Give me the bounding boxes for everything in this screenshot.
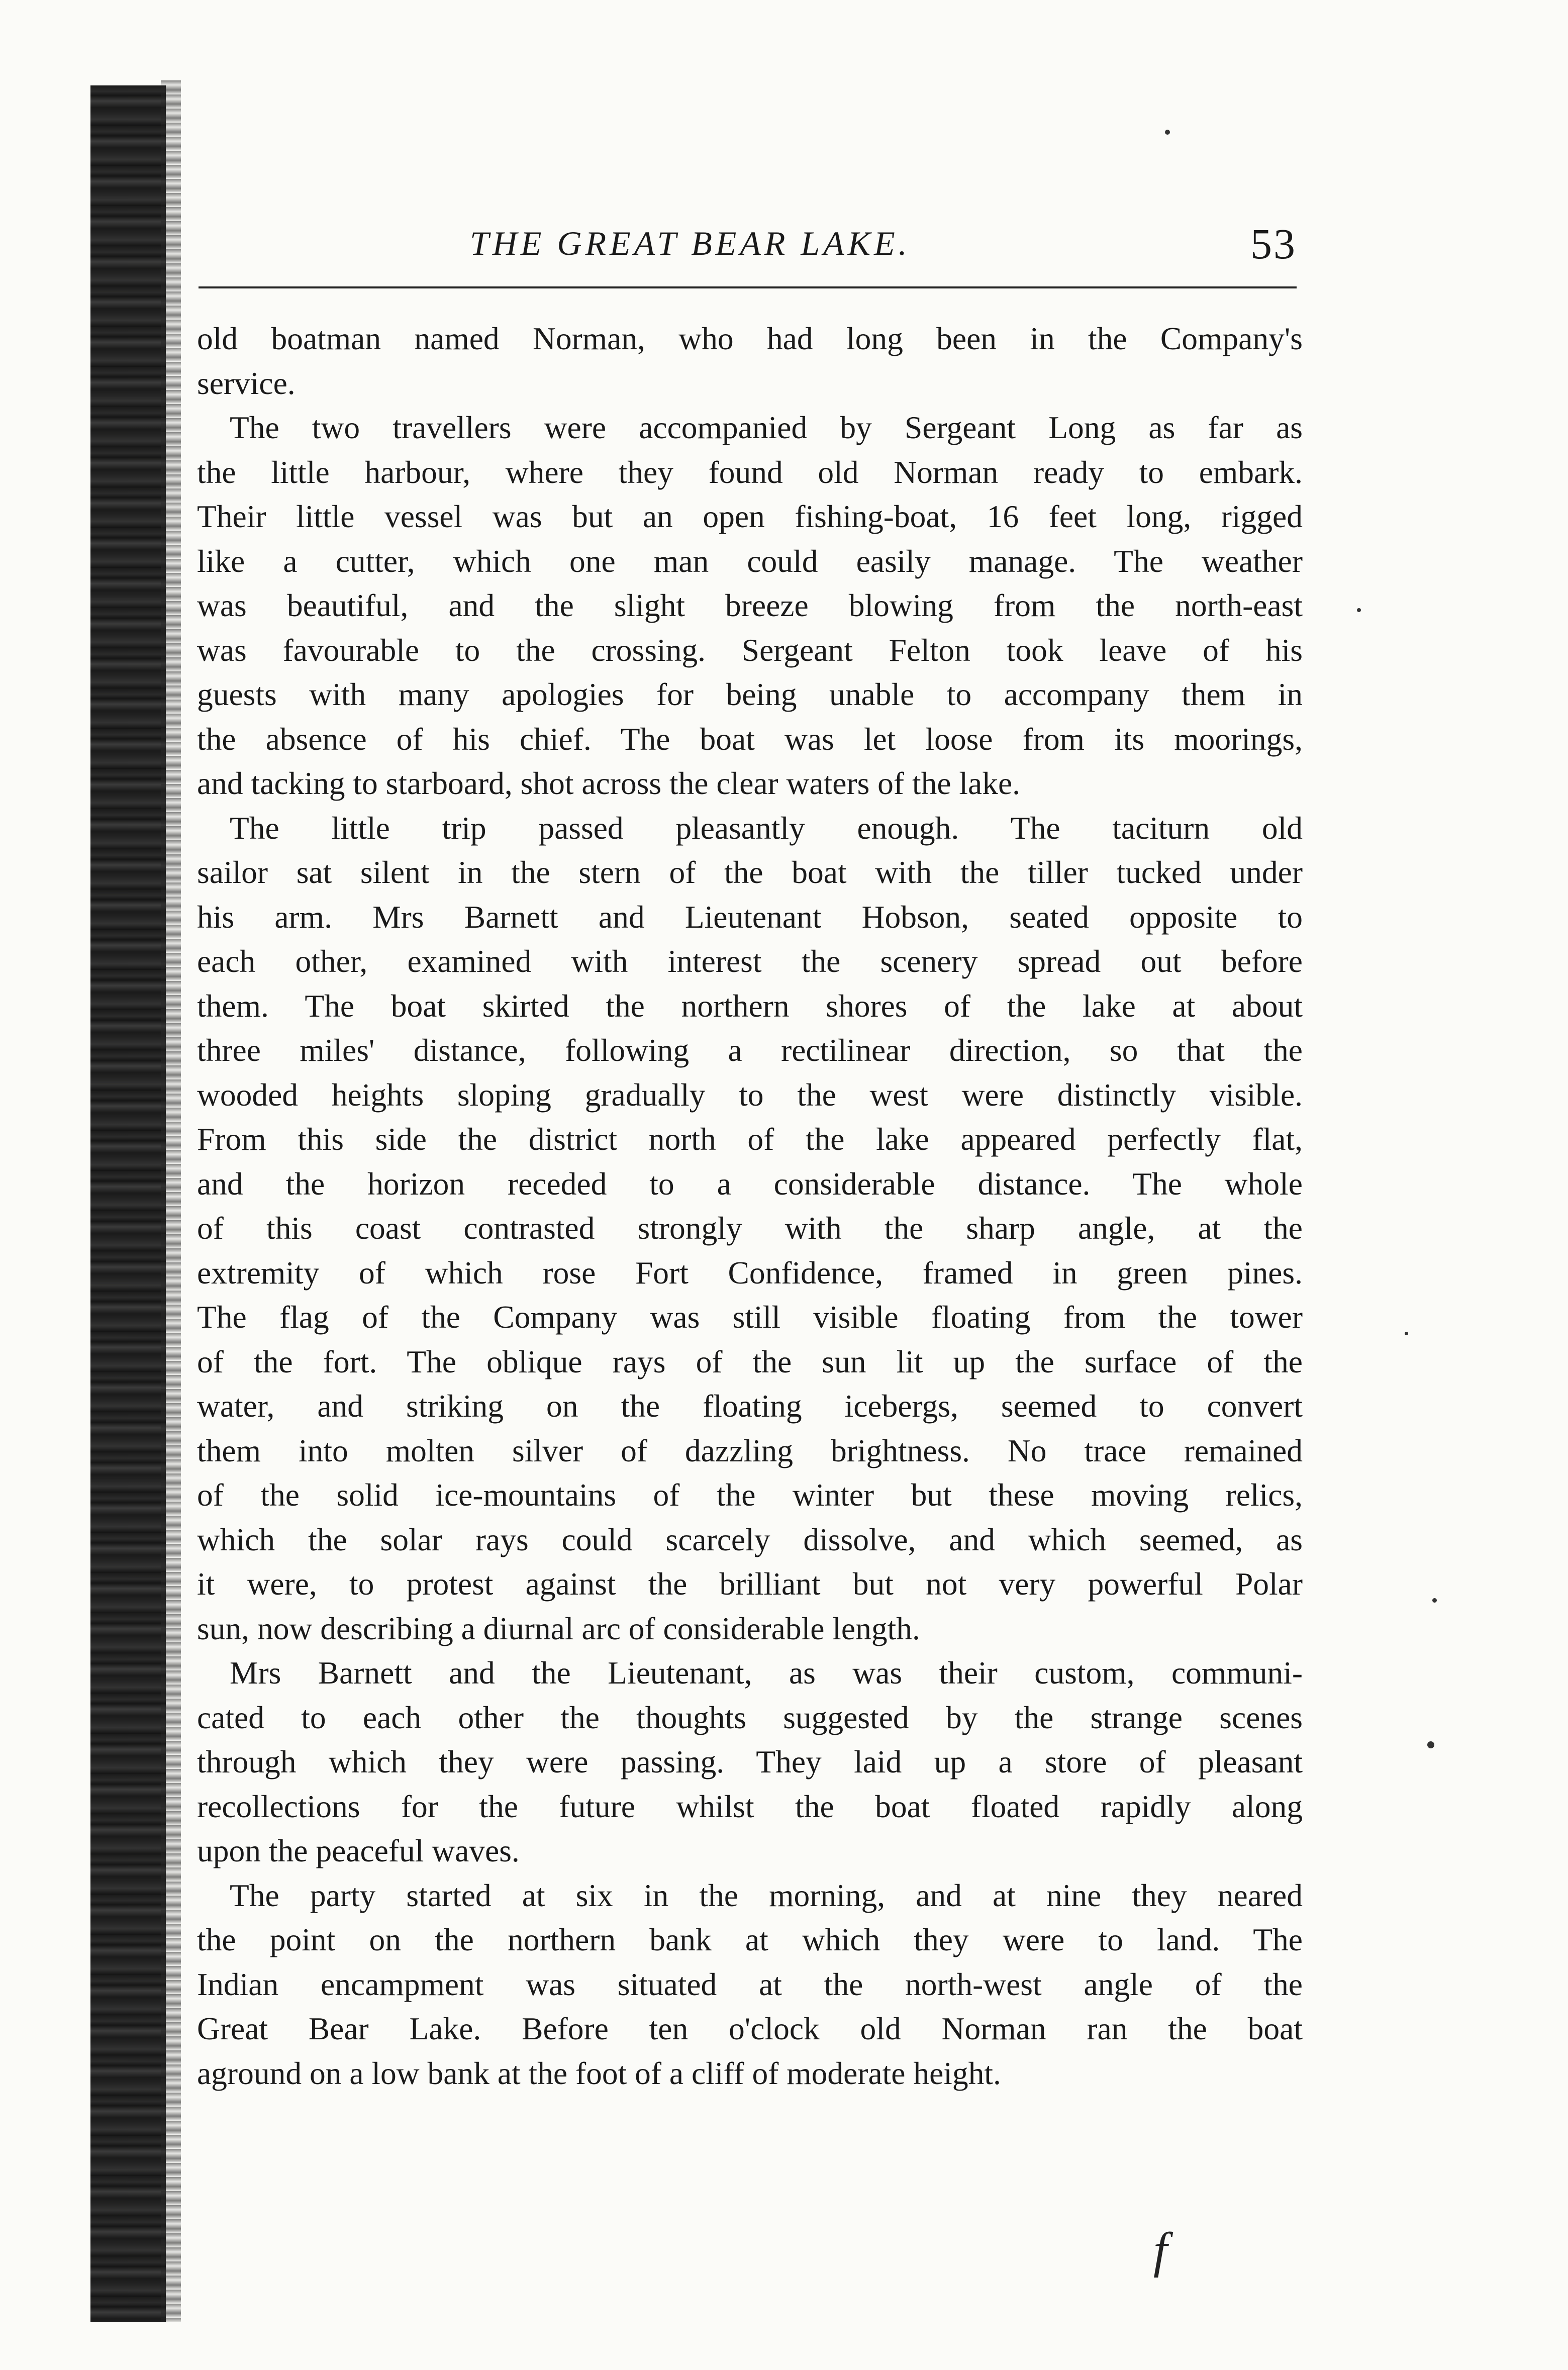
text-line: recollections for the future whilst the boat floated rapidly along xyxy=(197,1788,1303,1824)
text-line: and tacking to starboard, shot across the clear waters of the lake. xyxy=(197,765,1021,801)
text-line: like a cutter, which one man could easily manage. The weather xyxy=(197,543,1303,579)
book-spine-edge xyxy=(161,80,181,2322)
text-line: sailor sat silent in the stern of the boat with the tiller tucked under xyxy=(197,854,1303,890)
text-line: each other, examined with interest the scenery spread out before xyxy=(197,943,1303,979)
text-line: The two travellers were accompanied by Sergeant Long as far as xyxy=(230,410,1303,445)
paragraph xyxy=(197,1651,1303,1873)
paragraph xyxy=(197,1873,1303,2096)
running-title: THE GREAT BEAR LAKE. xyxy=(470,224,911,262)
header-rule xyxy=(199,286,1297,288)
text-line: The little trip passed pleasantly enough. The taciturn old xyxy=(230,810,1303,846)
text-line: them. The boat skirted the northern shores of the lake at about xyxy=(197,987,1303,1024)
text-line: of the fort. The oblique rays of the sun lit up the surface of the xyxy=(197,1343,1303,1379)
text-line: sun, now describing a diurnal arc of considerable length. xyxy=(197,1610,920,1646)
text-line: of the solid ice-mountains of the winter but these moving relics, xyxy=(197,1477,1303,1513)
paragraph xyxy=(197,806,1303,1651)
text-line: it were, to protest against the brilliant but not very powerful Polar xyxy=(197,1566,1303,1602)
text-line: service. xyxy=(197,365,296,401)
speck-mark xyxy=(1405,1332,1408,1335)
page-header xyxy=(199,220,1297,284)
speck-mark xyxy=(1432,1598,1437,1603)
body-text xyxy=(197,317,1303,2096)
text-line: the point on the northern bank at which they were to land. The xyxy=(197,1922,1303,1957)
text-line: which the solar rays could scarcely dissolve, and which seemed, as xyxy=(197,1521,1303,1557)
text-line: of this coast contrasted strongly with the sharp angle, at the xyxy=(197,1210,1303,1246)
text-line: water, and striking on the floating icebergs, seemed to convert xyxy=(197,1388,1303,1424)
text-line: The flag of the Company was still visible floating from the tower xyxy=(197,1299,1303,1335)
text-line: Their little vessel was but an open fishing-boat, 16 feet long, rigged xyxy=(197,499,1303,534)
paragraph xyxy=(197,406,1303,806)
text-line: wooded heights sloping gradually to the west were distinctly visible. xyxy=(197,1076,1303,1113)
text-line: was favourable to the crossing. Sergeant Felton took leave of his xyxy=(197,632,1303,668)
text-line: through which they were passing. They laid up a store of pleasant xyxy=(197,1744,1303,1780)
text-line: From this side the district north of the lake appeared perfectly flat, xyxy=(197,1121,1303,1157)
text-line: cated to each other the thoughts suggested by the strange scenes xyxy=(197,1699,1303,1735)
text-line: guests with many apologies for being unable to accompany them in xyxy=(197,676,1303,712)
page-number: 53 xyxy=(1250,220,1297,268)
text-line: Great Bear Lake. Before ten o'clock old Norman ran the boat xyxy=(197,2011,1303,2046)
text-line: and the horizon receded to a considerable distance. The whole xyxy=(197,1165,1303,1202)
text-line: the absence of his chief. The boat was let loose from its moorings, xyxy=(197,721,1303,757)
text-line: was beautiful, and the slight breeze blowing from the north-east xyxy=(197,587,1303,623)
speck-mark xyxy=(1357,608,1361,612)
paragraph xyxy=(197,317,1303,406)
speck-mark xyxy=(1165,130,1170,135)
text-line: three miles' distance, following a rectilinear direction, so that the xyxy=(197,1032,1303,1068)
book-spine-shadow xyxy=(90,85,166,2322)
text-line: Indian encampment was situated at the north-west angle of the xyxy=(197,1966,1303,2002)
speck-mark xyxy=(1427,1741,1434,1748)
text-line: upon the peaceful waves. xyxy=(197,1833,520,1868)
text-line: The party started at six in the morning, and at nine they neared xyxy=(230,1877,1303,1913)
handwritten-mark: f xyxy=(1153,2222,1167,2278)
text-line: aground on a low bank at the foot of a cliff of moderate height. xyxy=(197,2055,1001,2091)
text-line: extremity of which rose Fort Confidence, framed in green pines. xyxy=(197,1254,1303,1291)
text-line: Mrs Barnett and the Lieutenant, as was their custom, communi- xyxy=(230,1655,1303,1691)
text-line: them into molten silver of dazzling brightness. No trace remained xyxy=(197,1432,1303,1468)
text-line: his arm. Mrs Barnett and Lieutenant Hobson, seated opposite to xyxy=(197,899,1303,935)
text-line: old boatman named Norman, who had long been in the Company's xyxy=(197,321,1303,356)
text-line: the little harbour, where they found old Norman ready to embark. xyxy=(197,454,1303,490)
